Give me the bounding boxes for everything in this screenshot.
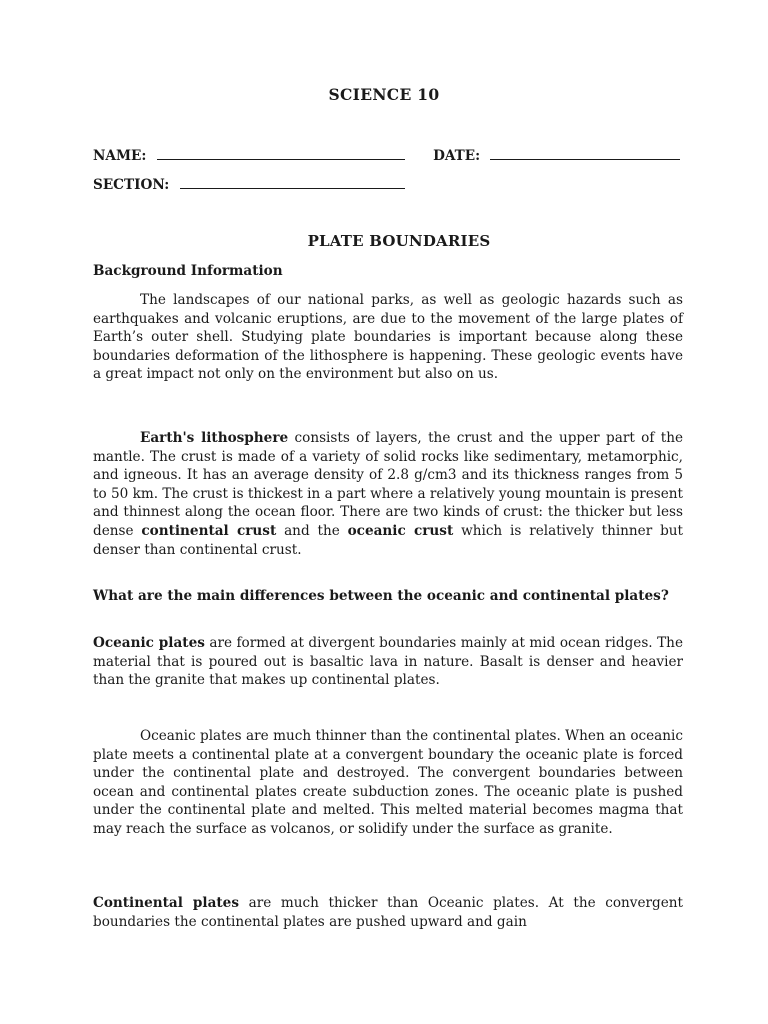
name-label: NAME: (93, 148, 147, 164)
paragraph-continental-plates (93, 894, 683, 931)
term-continental-plates: Continental plates (93, 895, 239, 911)
term-continental-crust: continental crust (141, 522, 277, 539)
background-subheading: Background Information (93, 263, 283, 279)
section-blank-line (180, 187, 405, 189)
term-earths-lithosphere: Earth's lithosphere (140, 430, 289, 446)
paragraph-background (93, 291, 683, 384)
paragraph-lithosphere-text-b: and the (276, 522, 348, 539)
term-oceanic-plates: Oceanic plates (93, 635, 205, 651)
paragraph-background-text: The landscapes of our national parks, as well as geologic hazards such as earthquakes and volcanic eruptions, are due to the movement of the large plates of Earth’s outer shell. Studying plate boundaries is important because along these boundaries deformation of the lithosphere is happening. These geologic events have a great impact not only on the environment but also on us. (93, 292, 683, 383)
paragraph-lithosphere-text-c: which is relatively thinner but denser than continental crust. (93, 522, 683, 558)
question-heading: What are the main differences between the oceanic and continental plates? (93, 588, 669, 604)
paragraph-subduction (93, 727, 683, 839)
date-label: DATE: (433, 148, 481, 164)
term-oceanic-crust: oceanic crust (347, 522, 454, 539)
date-blank-line (490, 158, 680, 160)
paragraph-lithosphere (93, 429, 683, 559)
page-title: SCIENCE 10 (328, 85, 440, 104)
section-label: SECTION: (93, 177, 170, 193)
section-row (93, 176, 405, 195)
name-blank-line (157, 158, 405, 160)
paragraph-continental-plates-text: are much thicker than Oceanic plates. At the convergent boundaries the continental plates are pushed upward and gain (93, 895, 683, 930)
paragraph-oceanic-plates (93, 634, 683, 690)
paragraph-subduction-text: Oceanic plates are much thinner than the continental plates. When an oceanic plate meets a continental plate at a convergent boundary the oceanic plate is forced under the continental plate and destroyed. The convergent boundaries between ocean and continental plates create subduction zones. The oceanic plate is pushed under the continental plate and melted. This melted material becomes magma that may reach the surface as volcanos, or solidify under the surface as granite. (93, 728, 683, 837)
paragraph-oceanic-plates-text: are formed at divergent boundaries mainly at mid ocean ridges. The material that is poured out is basaltic lava in nature. Basalt is denser and heavier than the granite that makes up continental plates. (93, 635, 683, 689)
name-date-row (93, 147, 680, 166)
section-heading: PLATE BOUNDARIES (307, 232, 491, 250)
paragraph-lithosphere-text-a: consists of layers, the crust and the upper part of the mantle. The crust is made of a variety of solid rocks like sedimentary, metamorphic, and igneous. It has an average density of 2.8 g/cm3 and its thickness ranges from 5 to 50 km. The crust is thickest in a part where a relatively young mountain is present and thinnest along the ocean floor. There are two kinds of crust: the thicker but less dense (93, 430, 683, 539)
